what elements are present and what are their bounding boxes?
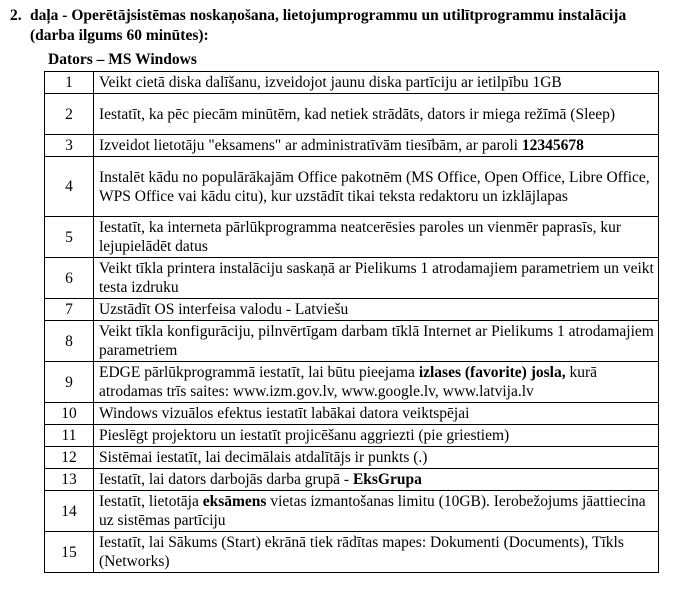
password-value: 12345678 <box>521 137 584 154</box>
task-number: 2 <box>45 94 94 135</box>
task-number: 9 <box>45 362 94 403</box>
task-number: 11 <box>45 425 94 447</box>
table-row <box>45 135 659 157</box>
task-number: 5 <box>45 217 94 258</box>
task-text: Instalēt kādu no populārākajām Office pakotnēm (MS Office, Open Office, Libre Office, WPS Office vai kādu citu), kur uzstādīt tikai teksta redaktoru un izklājlapas <box>94 157 659 217</box>
section-title: daļa - Operētājsistēmas noskaņošana, lietojumprogrammu un utilītprogrammu instalācija (darba ilgums 60 minūtes): <box>30 7 627 44</box>
task-text: Iestatīt, ka interneta pārlūkprogramma neatcerēsies paroles un vienmēr paprasīs, kur lejupielādēt datus <box>94 217 659 258</box>
table-row <box>45 258 659 299</box>
task-text: Windows vizuālos efektus iestatīt labākai datora veiktspējai <box>94 403 659 425</box>
task-text: Iestatīt, lai dators darbojās darba grupā - EksGrupa <box>94 469 659 491</box>
task-number: 10 <box>45 403 94 425</box>
task-number: 4 <box>45 157 94 217</box>
table-row <box>45 299 659 321</box>
task-text: Izveidot lietotāju "eksamens" ar administratīvām tiesībām, ar paroli 12345678 <box>94 135 659 157</box>
task-text: Sistēmai iestatīt, lai decimālais atdalītājs ir punkts (.) <box>94 447 659 469</box>
table-row <box>45 447 659 469</box>
task-number: 3 <box>45 135 94 157</box>
task-text: Veikt cietā diska dalīšanu, izveidojot jaunu diska partīciju ar ietilpību 1GB <box>94 72 659 94</box>
task-number: 8 <box>45 321 94 362</box>
table-row <box>45 403 659 425</box>
user-name: eksāmens <box>202 493 267 510</box>
task-number: 6 <box>45 258 94 299</box>
workgroup-name: EksGrupa <box>352 471 422 488</box>
task-text: Pieslēgt projektoru un iestatīt projicēšanu aggriezti (pie griestiem) <box>94 425 659 447</box>
favorites-bar-term: izlases (favorite) josla, <box>418 364 566 381</box>
table-row <box>45 157 659 217</box>
table-subtitle: Dators – MS Windows <box>48 51 197 68</box>
table-row <box>45 362 659 403</box>
task-text: Veikt tīkla printera instalāciju saskaņā ar Pielikums 1 atrodamajiem parametriem un veikt testa izdruku <box>94 258 659 299</box>
task-number: 13 <box>45 469 94 491</box>
task-text: Iestatīt, lai Sākums (Start) ekrānā tiek rādītas mapes: Dokumenti (Documents), Tīkls (Networks) <box>94 532 659 573</box>
table-row <box>45 425 659 447</box>
task-number: 7 <box>45 299 94 321</box>
table-row <box>45 321 659 362</box>
task-text: Iestatīt, ka pēc piecām minūtēm, kad netiek strādāts, dators ir miega režīmā (Sleep) <box>94 94 659 135</box>
table-row <box>45 491 659 532</box>
task-number: 12 <box>45 447 94 469</box>
tasks-table <box>44 71 659 573</box>
task-number: 15 <box>45 532 94 573</box>
table-row <box>45 217 659 258</box>
task-number: 14 <box>45 491 94 532</box>
task-text: Iestatīt, lietotāja eksāmens vietas izmantošanas limitu (10GB). Ierobežojums jāattiecina uz sistēmas partīciju <box>94 491 659 532</box>
table-row <box>45 532 659 573</box>
task-number: 1 <box>45 72 94 94</box>
section-number: 2. <box>10 7 22 24</box>
task-text: Veikt tīkla konfigurāciju, pilnvērtīgam darbam tīklā Internet ar Pielikums 1 atrodamajiem parametriem <box>94 321 659 362</box>
task-text: Uzstādīt OS interfeisa valodu - Latviešu <box>94 299 659 321</box>
table-row <box>45 72 659 94</box>
table-row <box>45 469 659 491</box>
task-text: EDGE pārlūkprogrammā iestatīt, lai būtu pieejama izlases (favorite) josla, kurā atrodamas trīs saites: www.izm.gov.lv, www.google.lv, www.latvija.lv <box>94 362 659 403</box>
table-row <box>45 94 659 135</box>
